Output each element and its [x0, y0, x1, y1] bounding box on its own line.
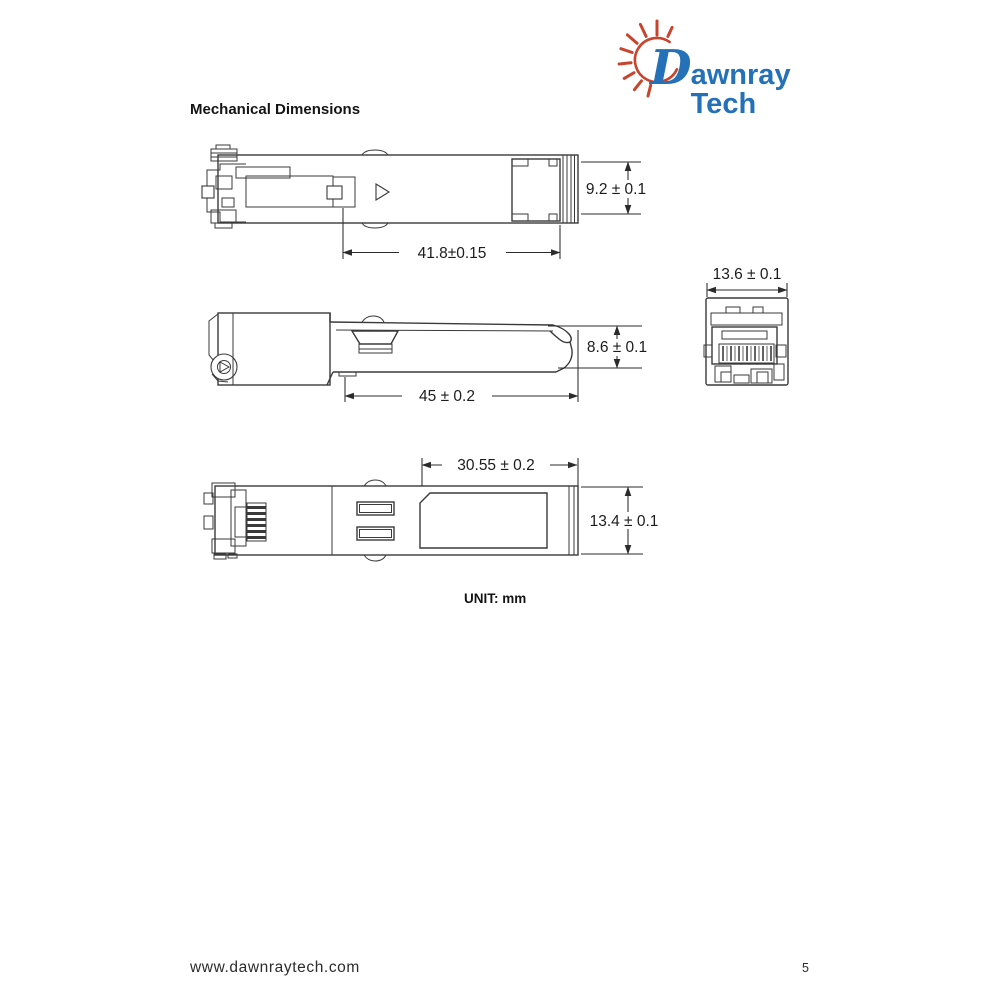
footer-page-number: 5 — [802, 961, 809, 975]
front-view-drawing — [704, 266, 788, 385]
brand-name-rest: awnray Tech — [690, 59, 791, 120]
footer-website: www.dawnraytech.com — [190, 959, 360, 976]
dim-top-view-length: 41.8±0.15 — [417, 245, 487, 262]
bottom-view-drawing — [204, 457, 660, 561]
dim-bottom-view-length: 30.55 ± 0.2 — [457, 457, 535, 474]
brand-initial: D — [650, 40, 690, 96]
dim-top-view-height: 9.2 ± 0.1 — [585, 181, 647, 198]
dim-side-view-height: 8.6 ± 0.1 — [586, 339, 648, 356]
dim-bottom-view-width: 13.4 ± 0.1 — [589, 513, 659, 530]
dim-front-view-width: 13.6 ± 0.1 — [712, 266, 782, 283]
top-view-drawing — [202, 145, 648, 262]
unit-note: UNIT: mm — [464, 591, 527, 606]
dim-side-view-length: 45 ± 0.2 — [419, 388, 475, 405]
side-view-drawing — [209, 313, 651, 405]
page-title: Mechanical Dimensions — [190, 101, 361, 118]
